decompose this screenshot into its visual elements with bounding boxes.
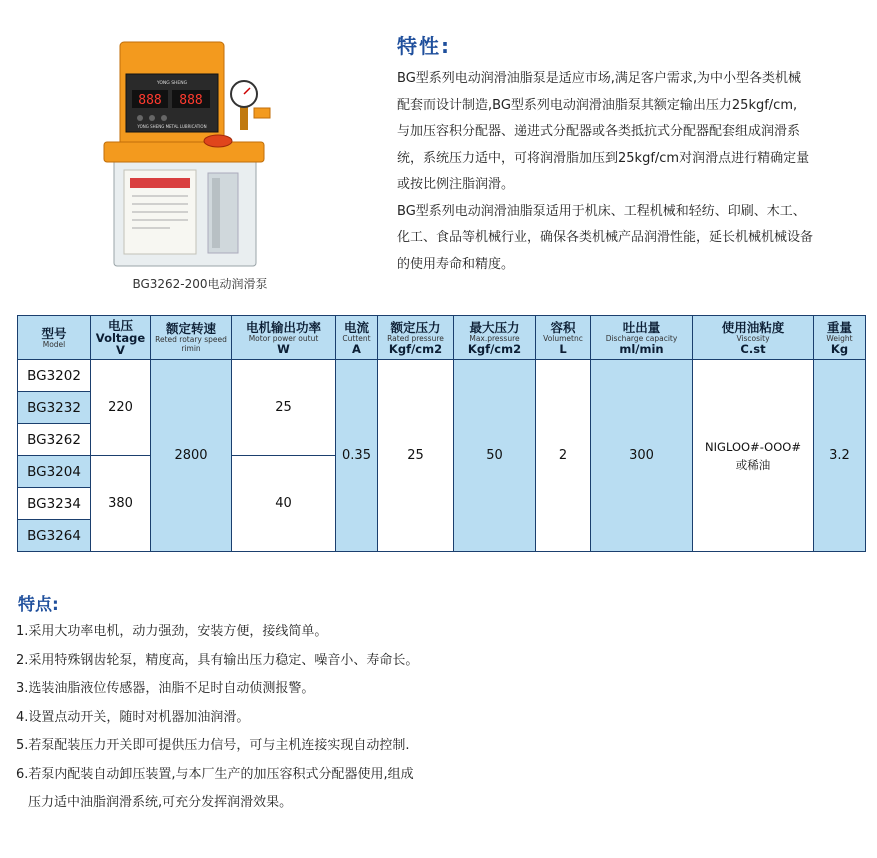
list-item: 4.设置点动开关，随时对机器加油润滑。 xyxy=(16,709,250,725)
points-list xyxy=(16,618,576,818)
header-current: 电流 Cuttent A xyxy=(336,316,378,360)
features-line: 或按比例注脂润滑。 xyxy=(397,177,515,192)
voltage-cell: 380 xyxy=(91,456,151,552)
model-cell: BG3204 xyxy=(18,456,91,488)
header-power: 电机输出功率 Motor power outut W xyxy=(232,316,336,360)
list-item: 6.若泵内配装自动卸压装置,与本厂生产的加压容积式分配器使用,组成 xyxy=(16,766,414,782)
header-model: 型号 Model xyxy=(18,316,91,360)
header-rated-pressure: 额定压力 Rated pressure Kgf/cm2 xyxy=(378,316,454,360)
rated-pressure-cell: 25 xyxy=(378,360,454,552)
features-line: 与加压容积分配器、递进式分配器或各类抵抗式分配器配套组成润滑系 xyxy=(397,124,801,139)
power-cell: 25 xyxy=(232,360,336,456)
model-cell: BG3232 xyxy=(18,392,91,424)
display-left: 888 xyxy=(138,93,162,108)
header-volume: 容积 Volumetnc L xyxy=(536,316,591,360)
weight-cell: 3.2 xyxy=(814,360,866,552)
features-line: BG型系列电动润滑油脂泵是适应市场,满足客户需求,为中小型各类机械 xyxy=(397,71,802,86)
model-cell: BG3264 xyxy=(18,520,91,552)
product-caption: BG3262-200电动润滑泵 xyxy=(132,277,268,291)
viscosity-cell xyxy=(693,360,814,552)
features-line: 的使用寿命和精度。 xyxy=(397,256,515,272)
model-cell: BG3262 xyxy=(18,424,91,456)
max-pressure-cell: 50 xyxy=(454,360,536,552)
list-item: 2.采用特殊钢齿轮泵，精度高，具有输出压力稳定、噪音小、寿命长。 xyxy=(16,652,419,668)
features-line: BG型系列电动润滑油脂泵适用于机床、工程机械和轻纺、印刷、木工、 xyxy=(397,203,806,219)
list-item: 3.选装油脂液位传感器，油脂不足时自动侦测报警。 xyxy=(16,681,315,696)
viscosity-grade: NIGLOO#-OOO# xyxy=(705,439,801,454)
model-cell: BG3202 xyxy=(18,360,91,392)
brand-label-top: YONG SHENG xyxy=(156,81,188,86)
speed-cell: 2800 xyxy=(151,360,232,552)
header-speed: 额定转速 Reted rotary speed rimin xyxy=(151,316,232,360)
features-title: 特性: xyxy=(397,34,451,58)
spec-table xyxy=(17,315,866,552)
table-header-row xyxy=(18,316,866,360)
list-item: 1.采用大功率电机，动力强劲，安装方便，接线简单。 xyxy=(16,624,328,639)
features-line: 配套而设计制造,BG型系列电动润滑油脂泵其额定输出压力25kgf/cm, xyxy=(397,97,798,113)
list-item-continuation: 压力适中油脂润滑系统,可充分发挥润滑效果。 xyxy=(28,795,293,810)
features-line: 化工、食品等机械行业，确保各类机械产品润滑性能，延长机械机械设备 xyxy=(397,230,814,245)
current-cell: 0.35 xyxy=(336,360,378,552)
list-item: 5.若泵配装压力开关即可提供压力信号，可与主机连接实现自动控制. xyxy=(16,738,410,753)
features-line: 统，系统压力适中，可将润滑脂加压到25kgf/cm对润滑点进行精确定量 xyxy=(397,150,810,166)
viscosity-alt: 或稀油 xyxy=(735,457,771,472)
header-voltage: 电压 Voltage V xyxy=(91,316,151,360)
brand-label-bottom: YONG SHENG METAL LUBRICATION xyxy=(137,124,207,129)
table-row xyxy=(18,360,866,392)
features-body xyxy=(397,66,867,278)
header-viscosity: 使用油粘度 Viscosity C.st xyxy=(693,316,814,360)
power-cell: 40 xyxy=(232,456,336,552)
model-cell: BG3234 xyxy=(18,488,91,520)
product-image xyxy=(100,38,290,274)
points-title: 特点: xyxy=(18,595,59,615)
header-discharge: 吐出量 Discharge capacity ml/min xyxy=(591,316,693,360)
discharge-cell: 300 xyxy=(591,360,693,552)
header-max-pressure: 最大压力 Max.pressure Kgf/cm2 xyxy=(454,316,536,360)
volume-cell: 2 xyxy=(536,360,591,552)
header-weight: 重量 Weight Kg xyxy=(814,316,866,360)
voltage-cell: 220 xyxy=(91,360,151,456)
display-right: 888 xyxy=(179,93,203,108)
lubrication-pump-illustration xyxy=(100,38,290,274)
